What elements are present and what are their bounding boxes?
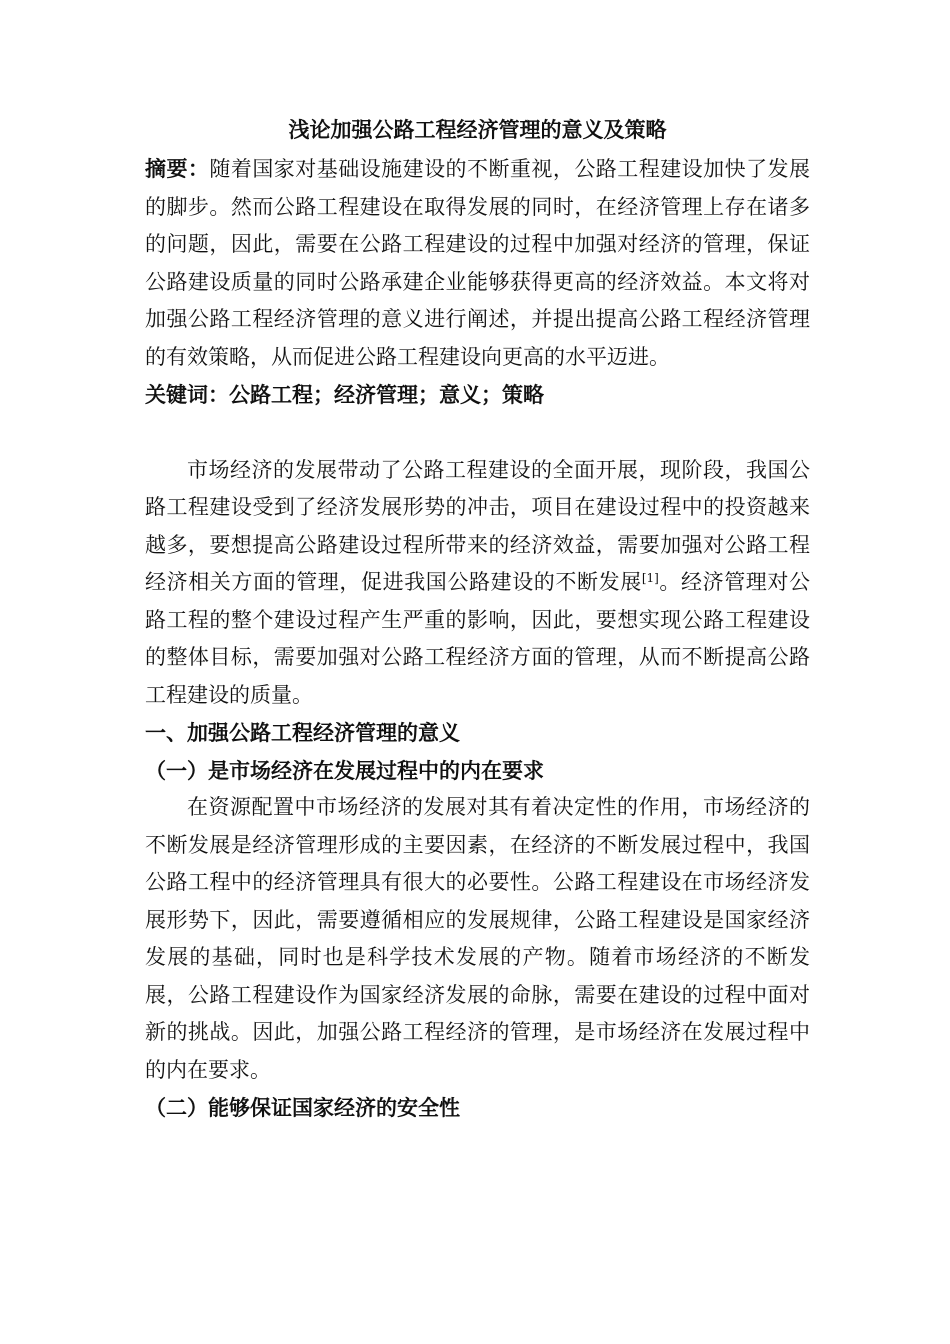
document-page xyxy=(145,114,810,1127)
citation-marker: [1] xyxy=(641,571,659,585)
intro-text-part2: 。经济管理对公路工程的整个建设过程产生严重的影响，因此，要想实现公路工程建设的整体目标，需要加强对公路工程经济方面的管理，从而不断提高公路工程建设的质量。 xyxy=(145,570,811,707)
subsection-heading-1: （一）是市场经济在发展过程中的内在要求 xyxy=(145,757,544,783)
intro-text-part1: 市场经济的发展带动了公路工程建设的全面开展，现阶段，我国公路工程建设受到了经济发展形势的冲击，项目在建设过程中的投资越来越多，要想提高公路建设过程所带来的经济效益，需要加强对公路工程经济相关方面的管理，促进我国公路建设的不断发展 xyxy=(145,457,810,594)
keywords-label: 关键词： xyxy=(145,382,229,407)
abstract-text: 随着国家对基础设施建设的不断重视，公路工程建设加快了发展的脚步。然而公路工程建设在取得发展的同时，在经济管理上存在诸多的问题，因此，需要在公路工程建设的过程中加强对经济的管理，保证公路建设质量的同时公路承建企业能够获得更高的经济效益。本文将对加强公路工程经济管理的意义进行阐述，并提出提高公路工程经济管理的有效策略，从而促进公路工程建设向更高的水平迈进。 xyxy=(145,157,811,369)
keywords-paragraph xyxy=(145,376,810,415)
subsection1-paragraph: 在资源配置中市场经济的发展对其有着决定性的作用，市场经济的不断发展是经济管理形成的主要因素，在经济的不断发展过程中，我国公路工程中的经济管理具有很大的必要性。公路工程建设在市场经济发展形势下，因此，需要遵循相应的发展规律，公路工程建设是国家经济发展的基础，同时也是科学技术发展的产物。随着市场经济的不断发展，公路工程建设作为国家经济发展的命脉，需要在建设的过程中面对新的挑战。因此，加强公路工程经济的管理，是市场经济在发展过程中的内在要求。 xyxy=(145,795,810,1082)
abstract-paragraph xyxy=(145,150,810,376)
section-heading-1: 一、加强公路工程经济管理的意义 xyxy=(145,720,460,745)
paragraph-spacer xyxy=(145,415,810,452)
subsection-heading-2: （二）能够保证国家经济的安全性 xyxy=(145,1095,460,1120)
paper-title: 浅论加强公路工程经济管理的意义及策略 xyxy=(288,117,667,142)
intro-paragraph xyxy=(145,452,810,715)
abstract-label: 摘要： xyxy=(145,156,210,181)
keywords-text: 公路工程；经济管理；意义；策略 xyxy=(229,382,544,407)
